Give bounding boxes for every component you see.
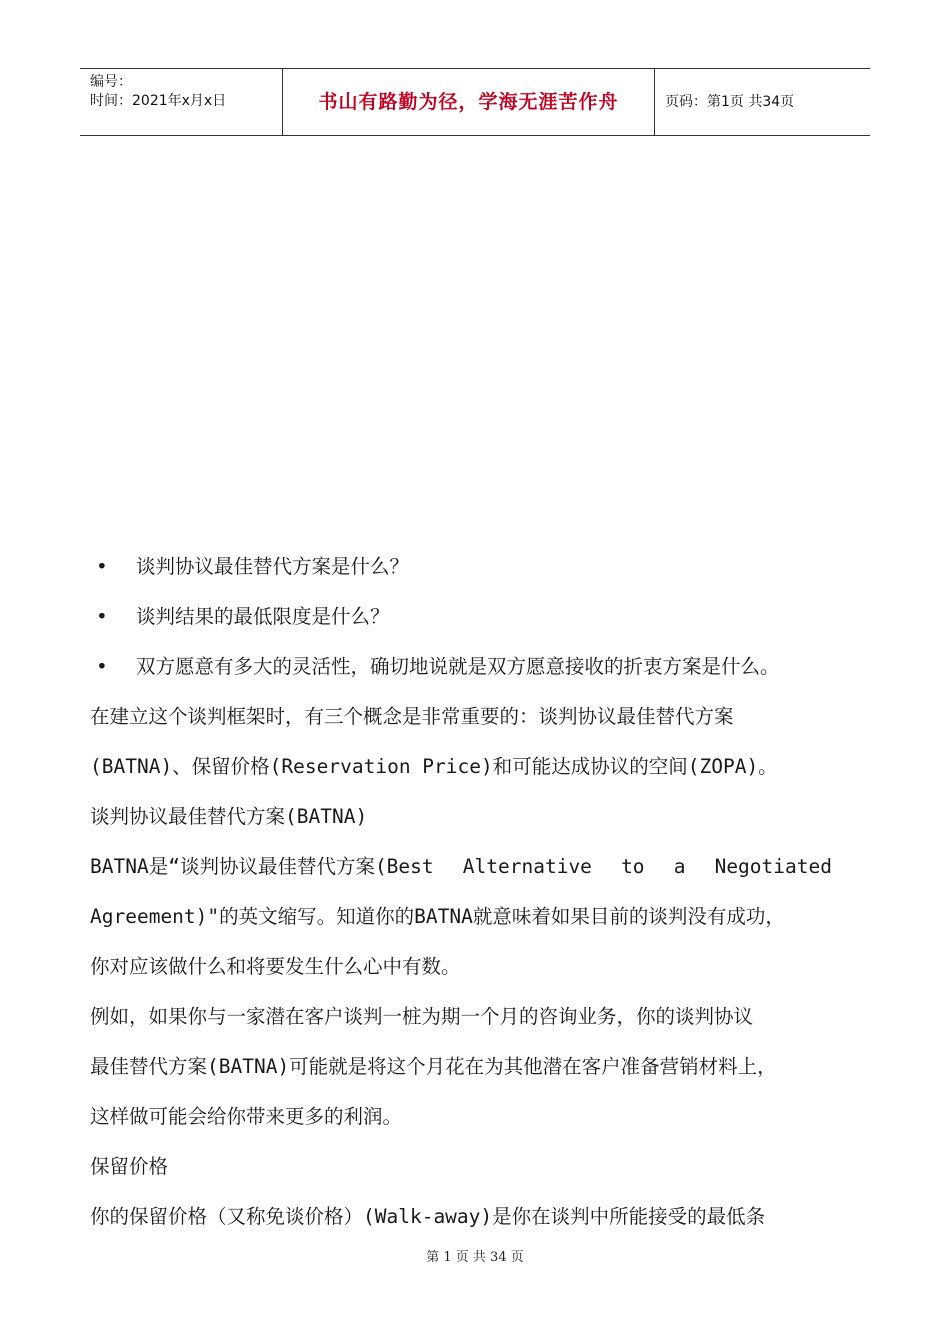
bullet-icon: • [96, 655, 108, 678]
bullet-text: 谈判结果的最低限度是什么？ [136, 605, 390, 628]
bullet-icon: • [96, 605, 108, 628]
batna-word: BATNA是“谈判协议最佳替代方案(Best [90, 855, 434, 878]
header-page-label: 页码：第1页 共34页 [665, 94, 795, 110]
section-heading-batna: 谈判协议最佳替代方案(BATNA) [90, 805, 368, 828]
paragraph-line: 这样做可能会给你带来更多的利润。 [90, 1105, 403, 1128]
bullet-text: 双方愿意有多大的灵活性，确切地说就是双方愿意接收的折衷方案是什么。 [136, 655, 780, 678]
paragraph-line: (BATNA)、保留价格(Reservation Price)和可能达成协议的空间(ZOPA)。 [90, 755, 778, 778]
paragraph-line: 最佳替代方案(BATNA)可能就是将这个月花在为其他潜在客户准备营销材料上， [90, 1055, 777, 1078]
bullet-item [90, 542, 870, 592]
paragraph-line: 在建立这个谈判框架时，有三个概念是非常重要的：谈判协议最佳替代方案 [90, 705, 734, 728]
header-meta-cell [80, 69, 283, 135]
batna-word: Negotiated [714, 855, 832, 878]
header-number-label: 编号： [90, 74, 132, 90]
paragraph-line: Agreement)"的英文缩写。知道你的BATNA就意味着如果目前的谈判没有成功， [90, 905, 785, 928]
batna-word: to [621, 855, 645, 878]
document-body [90, 542, 870, 1242]
bullet-item [90, 592, 870, 642]
batna-word: Alternative [462, 855, 592, 878]
paragraph-line: 例如，如果你与一家潜在客户谈判一桩为期一个月的咨询业务，你的谈判协议 [90, 1005, 754, 1028]
bullet-text: 谈判协议最佳替代方案是什么？ [136, 555, 410, 578]
batna-word: a [673, 855, 686, 878]
bullet-item [90, 642, 870, 692]
bullet-icon: • [96, 555, 108, 578]
section-heading-reservation-price: 保留价格 [90, 1155, 169, 1178]
page-footer: 第 1 页 共 34 页 [426, 1250, 524, 1265]
document-header [80, 68, 870, 136]
paragraph-line-batna-definition [90, 842, 832, 892]
paragraph-line: 你对应该做什么和将要发生什么心中有数。 [90, 955, 461, 978]
paragraph-line: 你的保留价格（又称免谈价格）(Walk-away)是你在谈判中所能接受的最低条 [90, 1205, 766, 1228]
header-time-label: 时间：2021年x月x日 [90, 93, 227, 109]
header-motto: 书山有路勤为径，学海无涯苦作舟 [283, 69, 655, 135]
